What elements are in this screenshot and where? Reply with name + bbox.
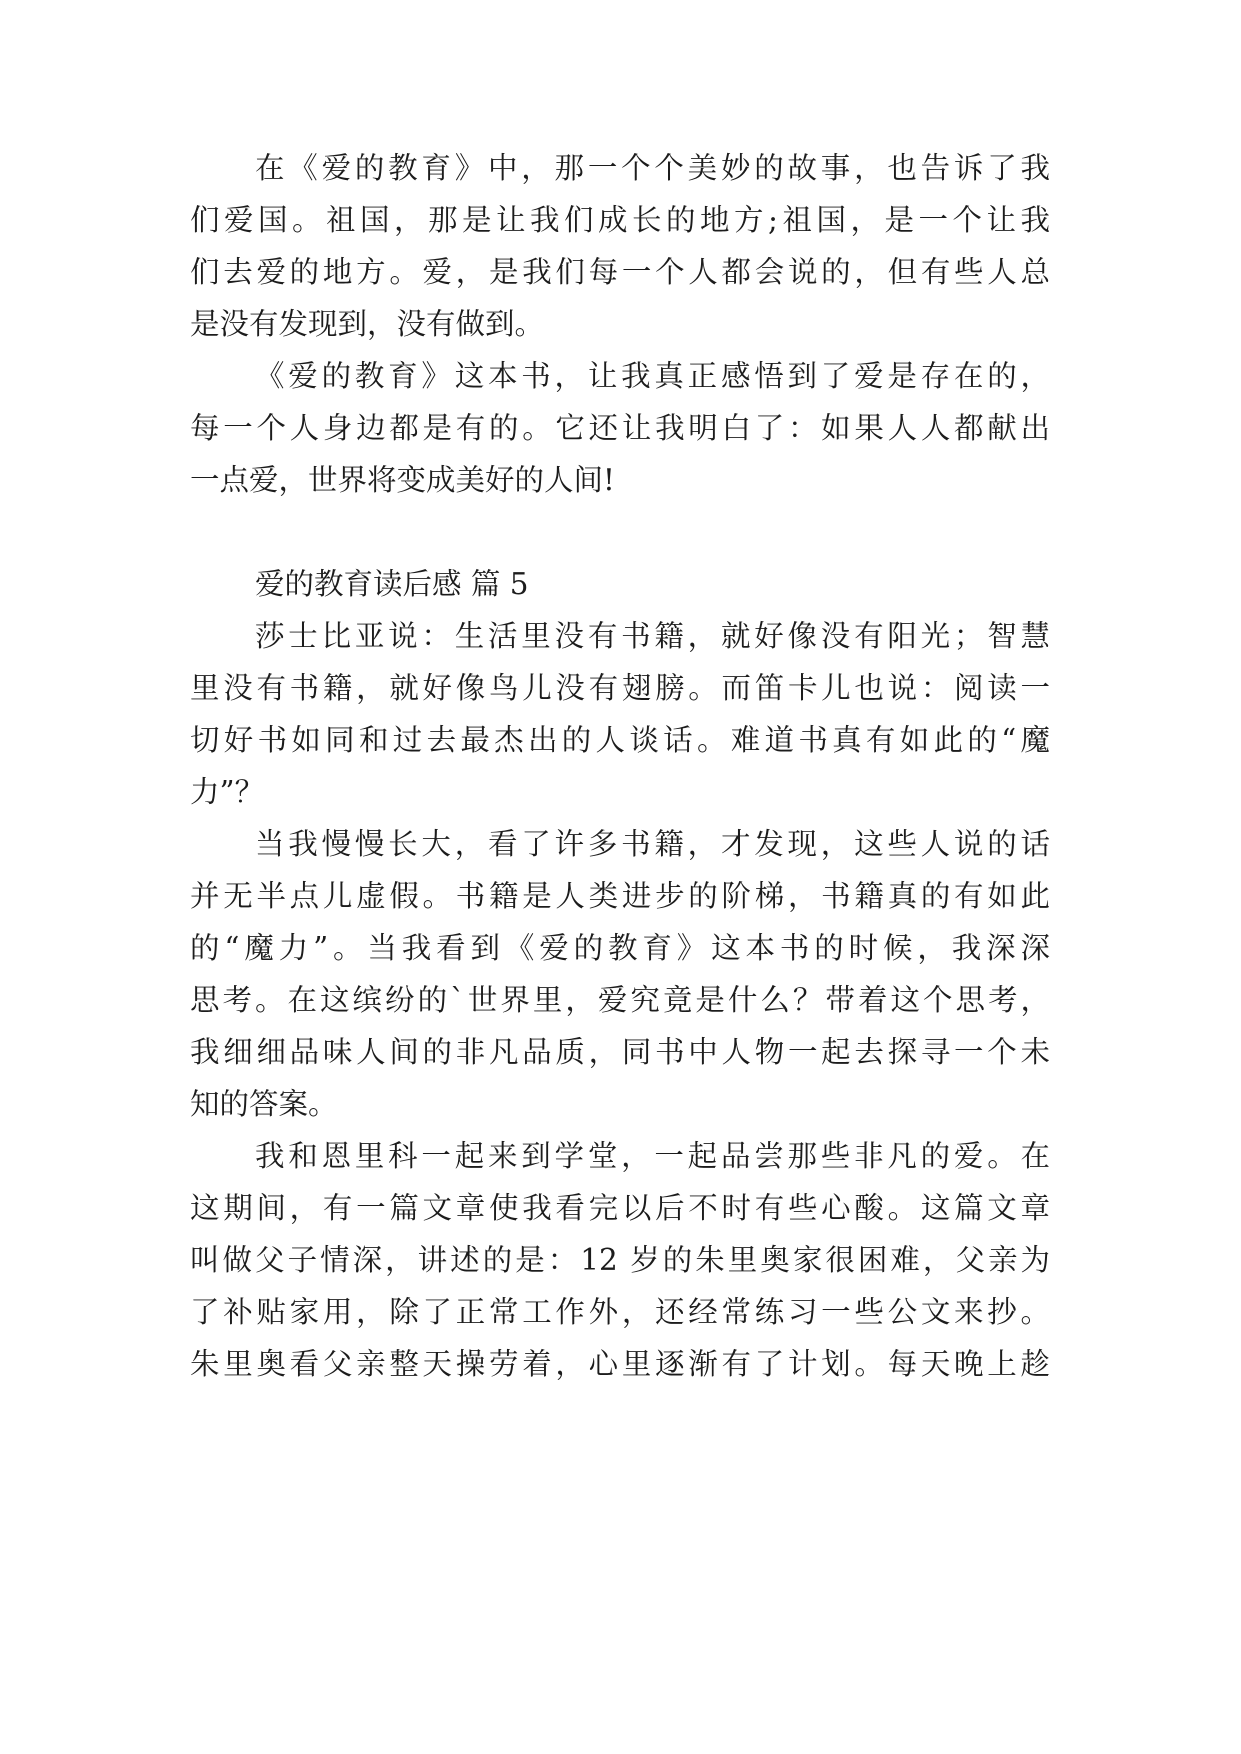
section-heading: 爱的教育读后感 篇 5: [255, 567, 529, 601]
text-line: 并无半点儿虚假。书籍是人类进步的阶梯，书籍真的有如此: [190, 879, 1050, 913]
text-line: 我和恩里科一起来到学堂，一起品尝那些非凡的爱。在: [255, 1139, 1050, 1173]
text-line: 切好书如同和过去最杰出的人谈话。难道书真有如此的“魔: [190, 723, 1050, 757]
text-line: 《爱的教育》这本书，让我真正感悟到了爱是存在的，: [255, 359, 1050, 393]
text-line: 里没有书籍，就好像鸟儿没有翅膀。而笛卡儿也说：阅读一: [190, 671, 1050, 705]
text-line: 们去爱的地方。爱，是我们每一个人都会说的，但有些人总: [190, 255, 1050, 289]
text-line: 当我慢慢长大，看了许多书籍，才发现，这些人说的话: [255, 827, 1050, 861]
text-line: 知的答案。: [190, 1087, 338, 1121]
text-line: 的“魔力”。当我看到《爱的教育》这本书的时候，我深深: [190, 931, 1050, 965]
text-line: 在《爱的教育》中，那一个个美妙的故事，也告诉了我: [255, 151, 1050, 185]
text-line: 力”？: [190, 775, 265, 809]
text-line: 朱里奥看父亲整天操劳着，心里逐渐有了计划。每天晚上趁: [190, 1347, 1050, 1381]
text-line: 这期间，有一篇文章使我看完以后不时有些心酸。这篇文章: [190, 1191, 1050, 1225]
text-line: 们爱国。祖国，那是让我们成长的地方;祖国，是一个让我: [190, 203, 1050, 237]
text-line: 思考。在这缤纷的`世界里，爱究竟是什么？带着这个思考，: [190, 983, 1050, 1017]
text-line: 每一个人身边都是有的。它还让我明白了：如果人人都献出: [190, 411, 1050, 445]
text-line: 我细细品味人间的非凡品质，同书中人物一起去探寻一个未: [190, 1035, 1050, 1069]
text-line: 莎士比亚说：生活里没有书籍，就好像没有阳光；智慧: [255, 619, 1050, 653]
text-line: 是没有发现到，没有做到。: [190, 307, 545, 341]
text-line: 了补贴家用，除了正常工作外，还经常练习一些公文来抄。: [190, 1295, 1050, 1329]
text-line: 一点爱，世界将变成美好的人间!: [190, 463, 615, 497]
text-line: 叫做父子情深，讲述的是：12 岁的朱里奥家很困难，父亲为: [190, 1243, 1050, 1277]
